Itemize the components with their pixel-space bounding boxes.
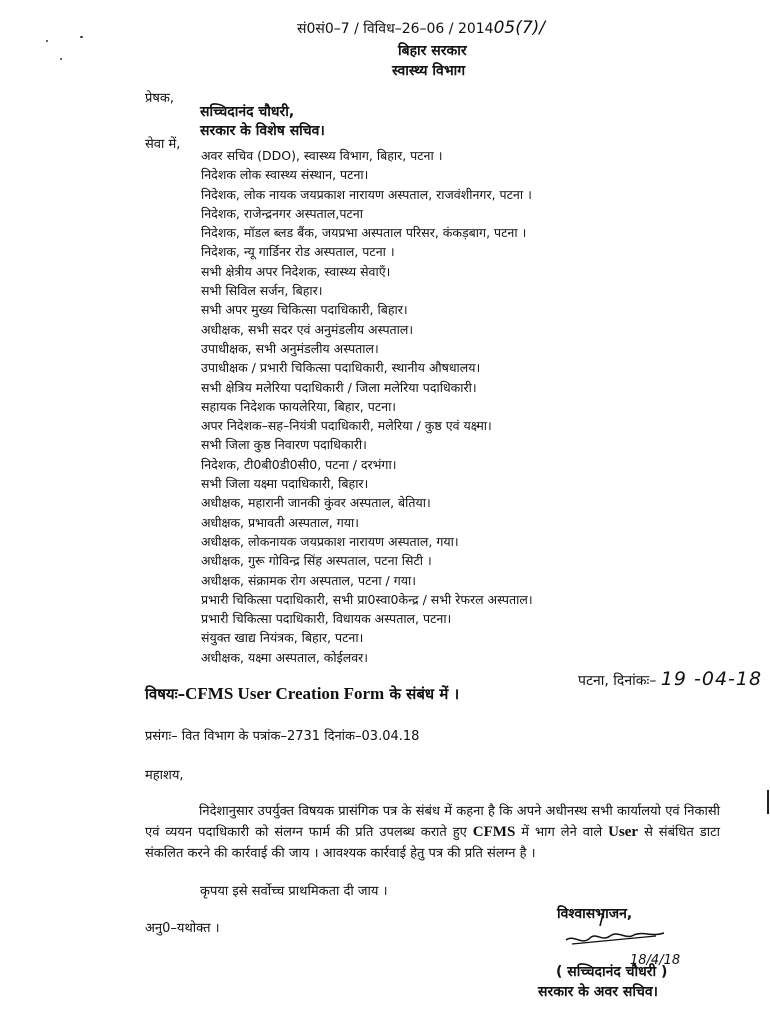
reference-number: सं0सं0–7 / विविध–26–06 / 201405(7)/ <box>297 18 546 38</box>
government-name: बिहार सरकार <box>398 43 467 59</box>
recipient-item: प्रभारी चिकित्सा पदाधिकारी, विधायक अस्पताल, पटना। <box>201 611 452 627</box>
handwritten-date: 19 -04-18 <box>660 668 763 690</box>
scan-speck <box>60 58 62 60</box>
recipient-item: अधीक्षक, यक्ष्मा अस्पताल, कोईलवर। <box>201 649 369 665</box>
recipient-item: अधीक्षक, लोकनायक जयप्रकाश नारायण अस्पताल, गया। <box>201 533 459 549</box>
scan-speck <box>46 40 48 42</box>
recipient-item: निदेशक, लोक नायक जयप्रकाश नारायण अस्पताल, राजवंशीनगर, पटना । <box>201 186 532 202</box>
subject-line: विषयः–CFMS User Creation Form के संबंध में । <box>145 684 460 703</box>
sender-designation: सरकार के विशेष सचिव। <box>200 123 325 139</box>
recipient-item: निदेशक, न्यू गार्डिनर रोड अस्पताल, पटना । <box>201 244 395 260</box>
recipient-item: अपर निदेशक–सह–नियंत्री पदाधिकारी, मलेरिया / कुष्ठ एवं यक्ष्मा। <box>201 418 492 434</box>
recipient-item: सभी क्षेत्रिय मलेरिया पदाधिकारी / जिला मलेरिया पदाधिकारी। <box>201 379 477 395</box>
signature-date: 18/4/18 <box>630 953 681 968</box>
recipient-item: अधीक्षक, महारानी जानकी कुंवर अस्पताल, बेतिया। <box>201 495 431 511</box>
reference-line: प्रसंगः– वित विभाग के पत्रांक–2731 दिनांक–03.04.18 <box>145 729 420 744</box>
recipient-item: सभी क्षेत्रीय अपर निदेशक, स्वास्थ्य सेवाएँ। <box>201 263 391 279</box>
signatory-designation: सरकार के अवर सचिव। <box>538 984 658 1000</box>
recipient-item: संयुक्त खाद्य नियंत्रक, बिहार, पटना। <box>201 630 364 646</box>
recipient-item: सभी सिविल सर्जन, बिहार। <box>201 283 323 299</box>
department-name: स्वास्थ्य विभाग <box>392 63 466 79</box>
recipient-item: अधीक्षक, सभी सदर एवं अनुमंडलीय अस्पताल। <box>201 321 414 337</box>
recipient-item: निदेशक, मॉडल ब्लड बैंक, जयप्रभा अस्पताल परिसर, कंकड़बाग, पटना । <box>201 225 527 241</box>
recipient-item: सभी जिला कुष्ठ निवारण पदाधिकारी। <box>201 437 367 453</box>
recipient-item: उपाधीक्षक / प्रभारी चिकित्सा पदाधिकारी, स्थानीय औषधालय। <box>201 360 481 376</box>
enclosure-note: अनु0–यथोक्त । <box>145 921 220 936</box>
recipient-item: अधीक्षक, गुरू गोविन्द्र सिंह अस्पताल, पटना सिटी । <box>201 553 432 569</box>
recipient-item: अधीक्षक, प्रभावती अस्पताल, गया। <box>201 514 359 530</box>
signatory-name: ( सच्चिदानंद चौधरी ) <box>556 964 668 980</box>
recipient-item: निदेशक, राजेन्द्रनगर अस्पताल,पटना <box>201 205 363 221</box>
recipient-item: सहायक निदेशक फायलेरिया, बिहार, पटना। <box>201 398 397 414</box>
scan-speck <box>80 36 83 38</box>
recipient-item: अधीक्षक, संक्रामक रोग अस्पताल, पटना / गया। <box>201 572 416 588</box>
body-paragraph: निदेशानुसार उपर्युक्त विषयक प्रासंगिक पत्र के संबंध में कहना है कि अपने अधीनस्थ सभी कार्यालयो एवं निकासी एवं व्ययन पदाधिकारी को संलग्न फार्म की प्रति उपलब्ध कराते हुए CFMS में भाग लेने वाले User से संबंधित डाटा संकलित करने की कार्रवाई की जाय । आवश्यक कार्रवाई हेतु पत्र की प्रति संलग्न है । <box>145 804 720 861</box>
salutation: महाशय, <box>145 768 184 783</box>
from-label: प्रेषक, <box>145 91 175 106</box>
to-label: सेवा में, <box>145 137 181 152</box>
recipient-list <box>201 146 533 667</box>
recipient-item: प्रभारी चिकित्सा पदाधिकारी, सभी प्रा0स्वा0केन्द्र / सभी रेफरल अस्पताल। <box>201 591 533 607</box>
recipient-item: सभी जिला यक्ष्मा पदाधिकारी, बिहार। <box>201 476 369 492</box>
recipient-item: सभी अपर मुख्य चिकित्सा पदाधिकारी, बिहार। <box>201 302 408 318</box>
recipient-item: अवर सचिव (DDO), स्वास्थ्य विभाग, बिहार, पटना । <box>201 148 443 163</box>
recipient-item: निदेशक लोक स्वास्थ्य संस्थान, पटना। <box>201 167 369 183</box>
closing: विश्वासभाजन, <box>557 906 633 922</box>
priority-request: कृपया इसे सर्वोच्च प्राथमिकता दी जाय । <box>200 884 388 899</box>
recipient-item: निदेशक, टी0बी0डी0सी0, पटना / दरभंगा। <box>201 456 397 472</box>
sender-name: सच्चिदानंद चौधरी, <box>200 104 295 120</box>
recipient-item: उपाधीक्षक, सभी अनुमंडलीय अस्पताल। <box>201 340 379 356</box>
date-line: पटना, दिनांकः– 19 -04-18 <box>578 668 763 690</box>
scan-edge-mark <box>767 790 769 814</box>
handwritten-ref: 05(7)/ <box>493 18 546 38</box>
